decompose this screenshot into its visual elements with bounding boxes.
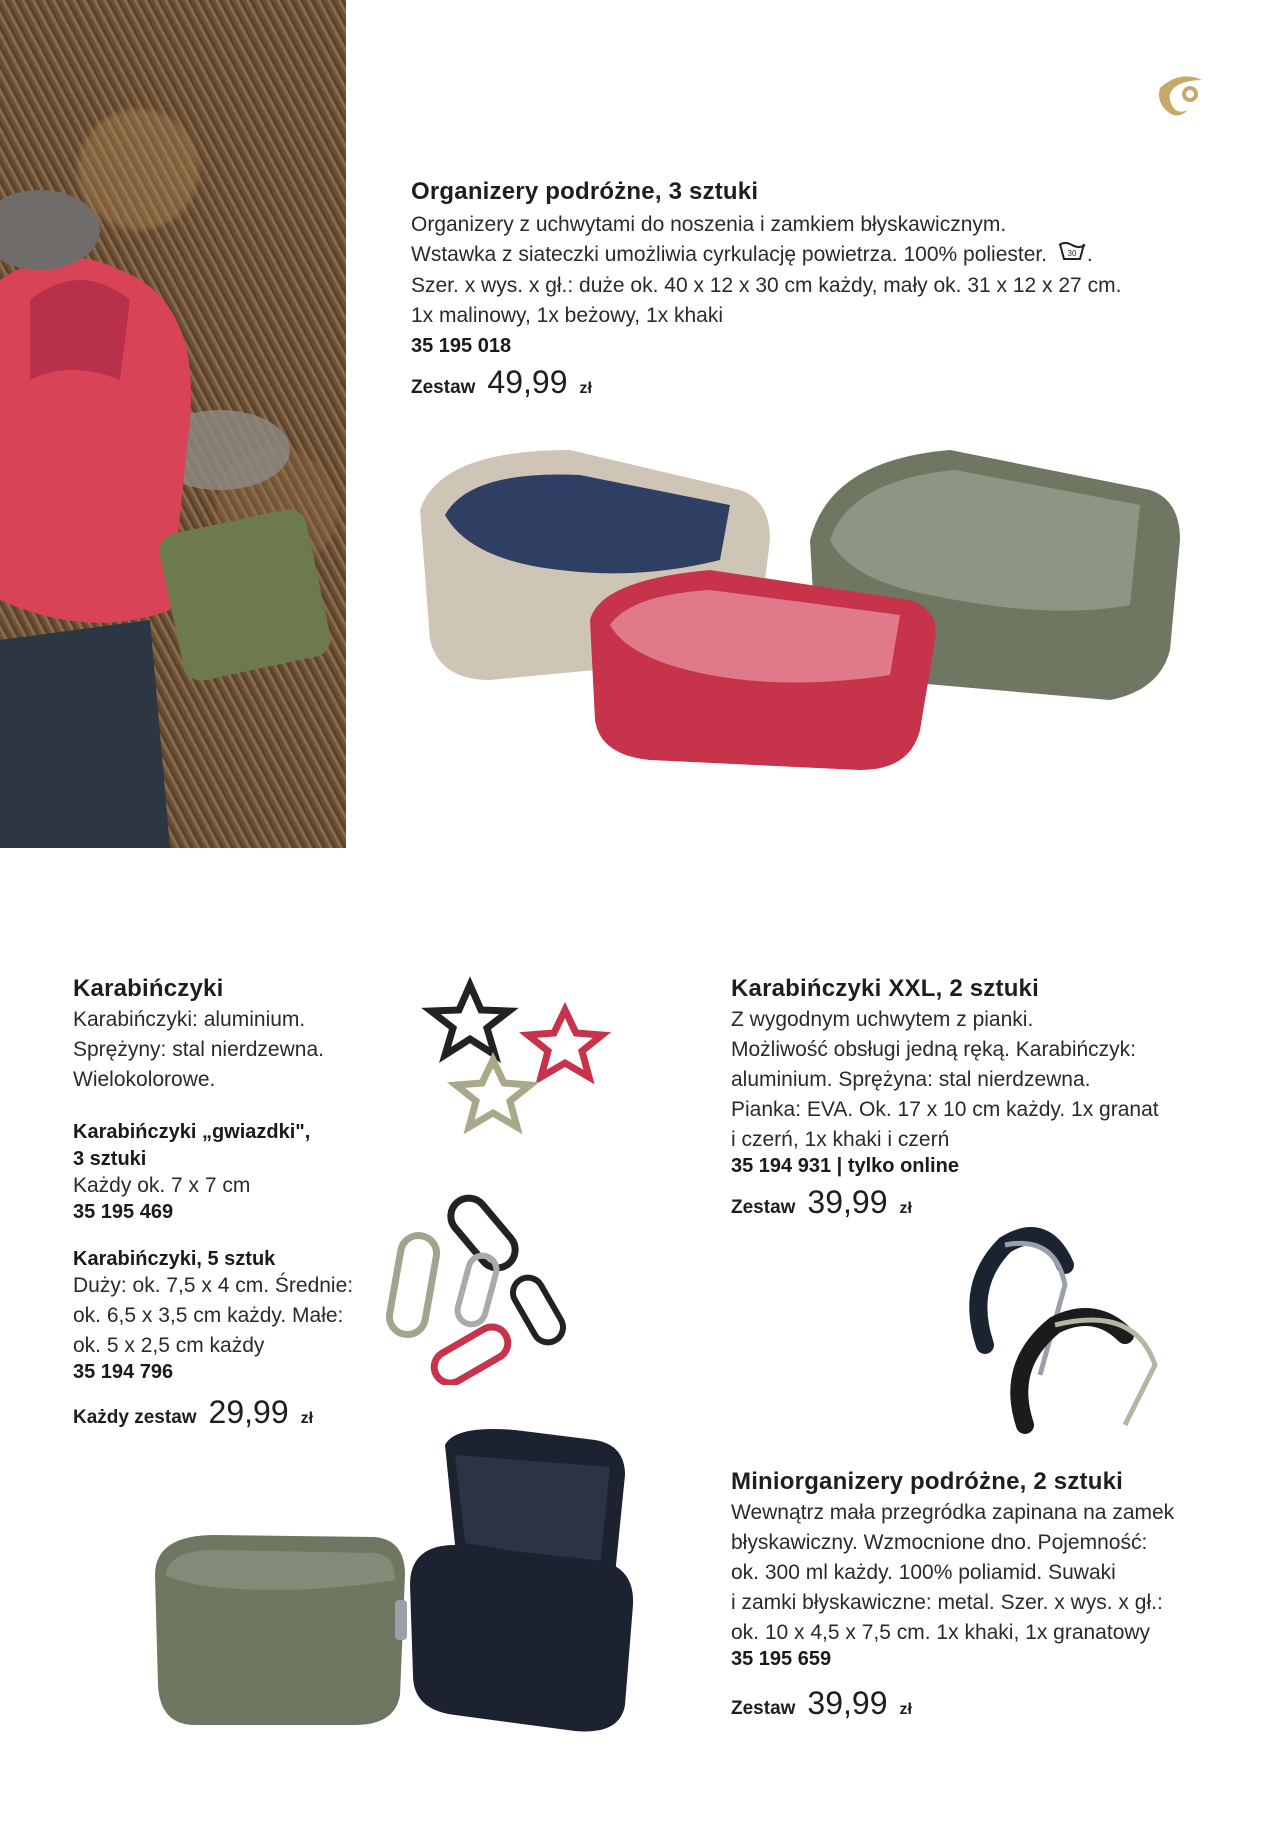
xxl-desc-line: Z wygodnym uchwytem z pianki. (731, 1008, 1034, 1031)
five-title: Karabińczyki, 5 sztuk (73, 1248, 276, 1270)
price-label: Zestaw (731, 1197, 796, 1218)
xxl-sku: 35 194 931 (731, 1155, 832, 1177)
price-value: 29,99 (208, 1394, 289, 1430)
mini-sku: 35 195 659 (731, 1648, 832, 1670)
organizers-desc-line (411, 240, 1231, 271)
carabiners-desc-line: Wielokolorowe. (73, 1068, 216, 1091)
xxl-desc-line: Możliwość obsługi jedną ręką. Karabińczyk: (731, 1038, 1137, 1061)
organizers-desc-line: Szer. x wys. x gł.: duże ok. 40 x 12 x 30 cm każdy, mały ok. 31 x 12 x 27 cm. (411, 274, 1122, 297)
mini-title: Miniorganizery podróżne, 2 sztuki (731, 1468, 1123, 1495)
stars-desc-line: Każdy ok. 7 x 7 cm (73, 1174, 251, 1197)
mini-section (731, 1468, 1251, 1722)
separator: | (836, 1155, 848, 1177)
mini-organizers-image (155, 1425, 645, 1745)
xxl-desc-line: aluminium. Sprężyna: stal nierdzewna. (731, 1068, 1091, 1091)
xxl-sku-row (731, 1155, 1231, 1178)
mini-price (731, 1685, 1251, 1722)
organizers-product-image (410, 430, 1190, 810)
mini-desc-line: ok. 300 ml każdy. 100% poliamid. Suwaki (731, 1561, 1116, 1584)
organizers-desc-line: 1x malinowy, 1x beżowy, 1x khaki (411, 304, 724, 327)
price-currency: zł (899, 1701, 912, 1718)
five-desc-line: ok. 6,5 x 3,5 cm każdy. Małe: (73, 1304, 344, 1327)
lifestyle-photo (0, 0, 346, 848)
price-value: 49,99 (487, 364, 568, 400)
stars-sku: 35 195 469 (73, 1201, 174, 1223)
xxl-title: Karabińczyki XXL, 2 sztuki (731, 975, 1039, 1002)
period: . (1086, 243, 1093, 267)
five-sku: 35 194 796 (73, 1361, 174, 1383)
organizers-desc-text: Wstawka z siateczki umożliwia cyrkulację powietrza. 100% poliester. (411, 243, 1048, 267)
xxl-price (731, 1184, 1231, 1221)
mini-desc-line: Wewnątrz mała przegródka zapinana na zamek (731, 1501, 1175, 1524)
online-badge: tylko online (847, 1155, 959, 1177)
brand-logo (1150, 66, 1210, 126)
price-label: Każdy zestaw (73, 1407, 197, 1428)
price-currency: zł (899, 1200, 912, 1217)
xxl-section (731, 975, 1231, 1221)
price-currency: zł (579, 380, 592, 397)
organizers-sku: 35 195 018 (411, 335, 512, 357)
price-label: Zestaw (411, 377, 476, 398)
price-value: 39,99 (807, 1685, 888, 1721)
price-label: Zestaw (731, 1698, 796, 1719)
stars-title-line: Karabińczyki „gwiazdki", (73, 1121, 311, 1143)
organizers-price (411, 364, 1231, 401)
price-currency: zł (300, 1410, 314, 1427)
mini-desc-line: i zamki błyskawiczne: metal. Szer. x wys. x gł.: (731, 1591, 1163, 1614)
price-value: 39,99 (807, 1184, 888, 1220)
carabiners-title: Karabińczyki (73, 975, 224, 1002)
organizers-desc-line: Organizery z uchwytami do noszenia i zamkiem błyskawicznym. (411, 213, 1007, 236)
organizers-section (411, 178, 1231, 401)
xxl-desc-line: i czerń, 1x khaki i czerń (731, 1128, 950, 1151)
wash-30-icon (1057, 240, 1087, 271)
carabiners-desc-line: Sprężyny: stal nierdzewna. (73, 1038, 324, 1061)
lifestyle-photo-illustration (0, 0, 346, 848)
star-carabiners-image (415, 975, 625, 1135)
five-desc-line: ok. 5 x 2,5 cm każdy (73, 1334, 265, 1357)
carabiners-desc-line: Karabińczyki: aluminium. (73, 1008, 306, 1031)
five-desc-line: Duży: ok. 7,5 x 4 cm. Średnie: (73, 1274, 354, 1297)
five-carabiners-image (385, 1185, 595, 1385)
mini-desc-line: błyskawiczny. Wzmocnione dno. Pojemność: (731, 1531, 1148, 1554)
wash-30-label: 30 (1067, 249, 1077, 258)
carabiners-section (73, 975, 403, 1431)
organizers-title: Organizery podróżne, 3 sztuki (411, 178, 759, 205)
xxl-desc-line: Pianka: EVA. Ok. 17 x 10 cm każdy. 1x granat (731, 1098, 1159, 1121)
stars-title (73, 1121, 403, 1171)
stars-title-line: 3 sztuki (73, 1148, 147, 1170)
xxl-carabiners-image (945, 1225, 1175, 1445)
mini-desc-line: ok. 10 x 4,5 x 7,5 cm. 1x khaki, 1x granatowy (731, 1621, 1151, 1644)
